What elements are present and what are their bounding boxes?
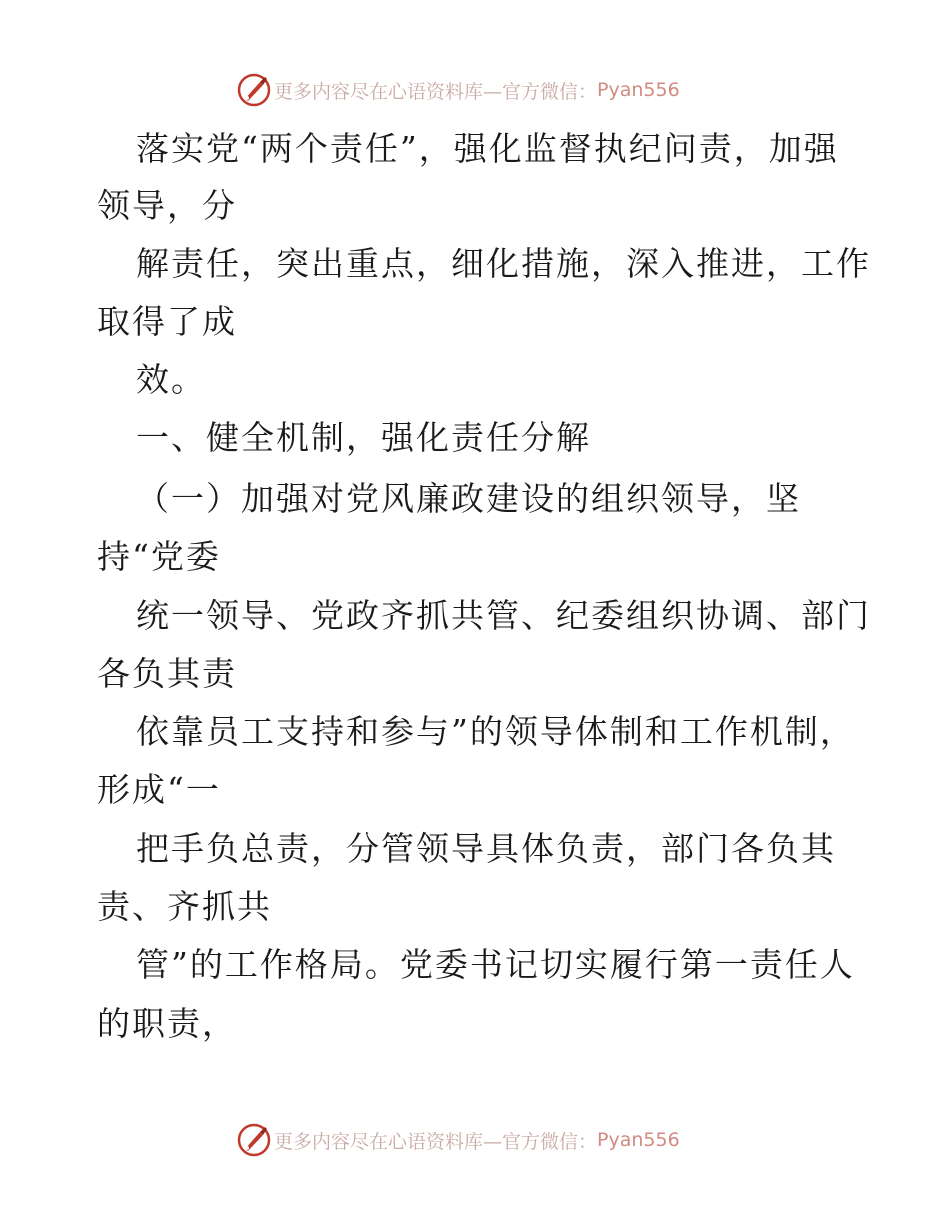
quill-logo-icon xyxy=(236,72,272,108)
paragraph-line: 管”的工作格局。党委书记切实履行第一责任人 xyxy=(136,945,855,984)
paragraph-line: 统一领导、党政齐抓共管、纪委组织协调、部门 xyxy=(136,596,871,635)
paragraph-line: 效。 xyxy=(136,360,206,399)
footer-watermark xyxy=(236,1122,680,1158)
header-watermark xyxy=(236,72,680,108)
paragraph-line: 依靠员工支持和参与”的领导体制和工作机制， xyxy=(136,712,855,751)
quill-logo-icon xyxy=(236,1122,272,1158)
paragraph-line: 持“党委 xyxy=(97,537,221,576)
section-heading: 一、健全机制，强化责任分解 xyxy=(136,418,591,457)
paragraph-line: 形成“一 xyxy=(97,770,221,809)
watermark-text: 更多内容尽在心语资料库—官方微信： xyxy=(274,80,598,103)
paragraph-line: 各负其责 xyxy=(97,654,237,693)
paragraph-line: 的职责， xyxy=(97,1004,237,1043)
watermark-text: 更多内容尽在心语资料库—官方微信： xyxy=(274,1130,598,1153)
paragraph-line: 解责任，突出重点，细化措施，深入推进，工作 xyxy=(136,244,871,283)
paragraph-line: 取得了成 xyxy=(97,302,237,341)
paragraph-line: 把手负总责，分管领导具体负责，部门各负其 xyxy=(136,829,836,868)
subsection-heading: （一）加强对党风廉政建设的组织领导，坚 xyxy=(136,479,801,518)
paragraph-line: 责、齐抓共 xyxy=(97,887,272,926)
paragraph-line: 领导，分 xyxy=(97,186,237,225)
watermark-wechat-id: Pyan556 xyxy=(597,79,680,101)
paragraph-line: 落实党“两个责任”，强化监督执纪问责，加强 xyxy=(136,129,839,168)
watermark-wechat-id: Pyan556 xyxy=(597,1129,680,1151)
